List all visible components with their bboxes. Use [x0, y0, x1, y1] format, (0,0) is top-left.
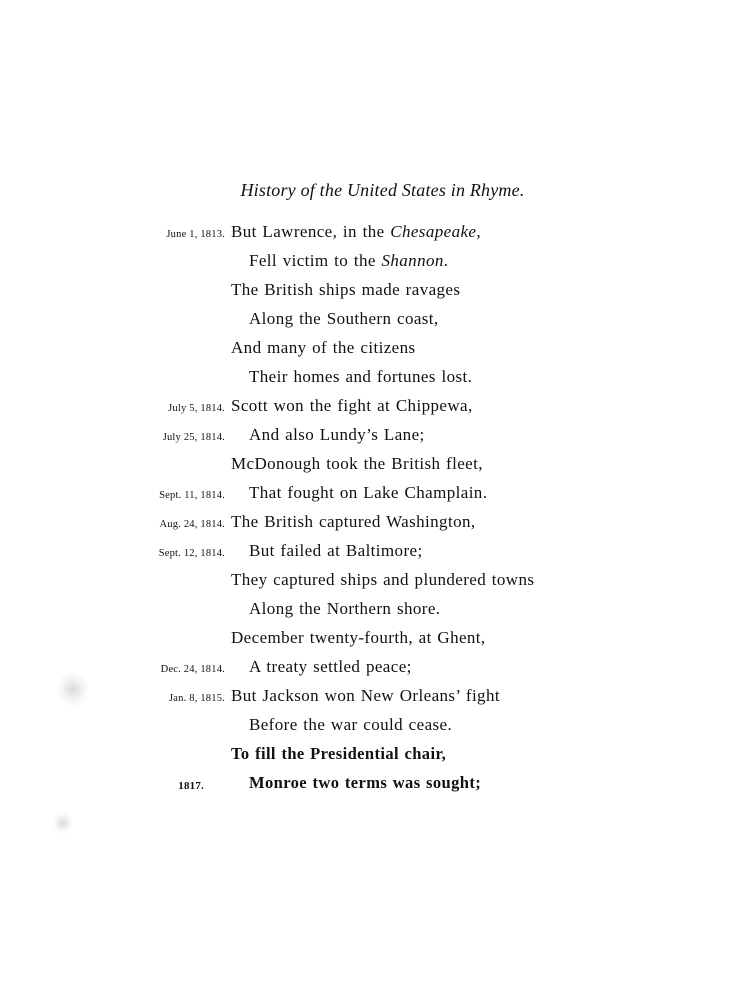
paper-stain	[54, 812, 72, 834]
margin-date: Aug. 24, 1814.	[159, 519, 225, 530]
verse-line	[0, 365, 755, 394]
verse-text: But failed at Baltimore;	[249, 541, 423, 560]
verse-line	[0, 249, 755, 278]
verse-text: Scott won the fight at Chippewa,	[231, 396, 473, 415]
verse-text: They captured ships and plundered towns	[231, 570, 535, 589]
verse-line	[0, 626, 755, 655]
verse-text: December twenty-fourth, at Ghent,	[231, 628, 486, 647]
verse-text: The British captured Washington,	[231, 512, 476, 531]
verse-text: The British ships made ravages	[231, 280, 461, 299]
margin-date: 1817.	[178, 780, 204, 792]
verse-text: And many of the citizens	[231, 338, 416, 357]
verse-line	[0, 539, 755, 568]
verse-line	[0, 307, 755, 336]
ship-name: Shannon	[381, 251, 444, 270]
verse-text: Along the Southern coast,	[249, 309, 439, 328]
margin-date: Jan. 8, 1815.	[169, 693, 225, 704]
verse-line	[0, 713, 755, 742]
verse-text: To fill the Presidential chair,	[231, 744, 447, 763]
margin-date: July 5, 1814.	[168, 403, 225, 414]
verse-text: Their homes and fortunes lost.	[249, 367, 473, 386]
verse-line	[0, 655, 755, 684]
verse-text: But Lawrence, in the Chesapeake,	[231, 222, 482, 241]
margin-date: Dec. 24, 1814.	[160, 664, 225, 675]
verse-text: McDonough took the British fleet,	[231, 454, 483, 473]
verse-line	[0, 510, 755, 539]
margin-date: Sept. 12, 1814.	[158, 548, 225, 559]
verse-line	[0, 684, 755, 713]
verse-line	[0, 452, 755, 481]
margin-date: Sept. 11, 1814.	[159, 490, 225, 501]
verse-line	[0, 481, 755, 510]
verse-line	[0, 742, 755, 771]
verse-block	[0, 220, 755, 800]
verse-text: Monroe two terms was sought;	[249, 773, 482, 792]
verse-line	[0, 423, 755, 452]
verse-line	[0, 771, 755, 800]
verse-line	[0, 220, 755, 249]
margin-date: June 1, 1813.	[166, 229, 225, 240]
verse-line	[0, 278, 755, 307]
verse-text: But Jackson won New Orleans’ fight	[231, 686, 500, 705]
verse-text: Before the war could cease.	[249, 715, 453, 734]
verse-text: Along the Northern shore.	[249, 599, 441, 618]
verse-line	[0, 336, 755, 365]
verse-line	[0, 568, 755, 597]
verse-text: Fell victim to the Shannon.	[249, 251, 449, 270]
verse-line	[0, 597, 755, 626]
running-title: History of the United States in Rhyme.	[240, 180, 525, 200]
margin-date: July 25, 1814.	[162, 432, 225, 443]
verse-text: That fought on Lake Champlain.	[249, 483, 488, 502]
verse-text: A treaty settled peace;	[249, 657, 412, 676]
verse-text: And also Lundy’s Lane;	[249, 425, 425, 444]
ship-name: Chesapeake	[390, 222, 477, 241]
verse-line	[0, 394, 755, 423]
